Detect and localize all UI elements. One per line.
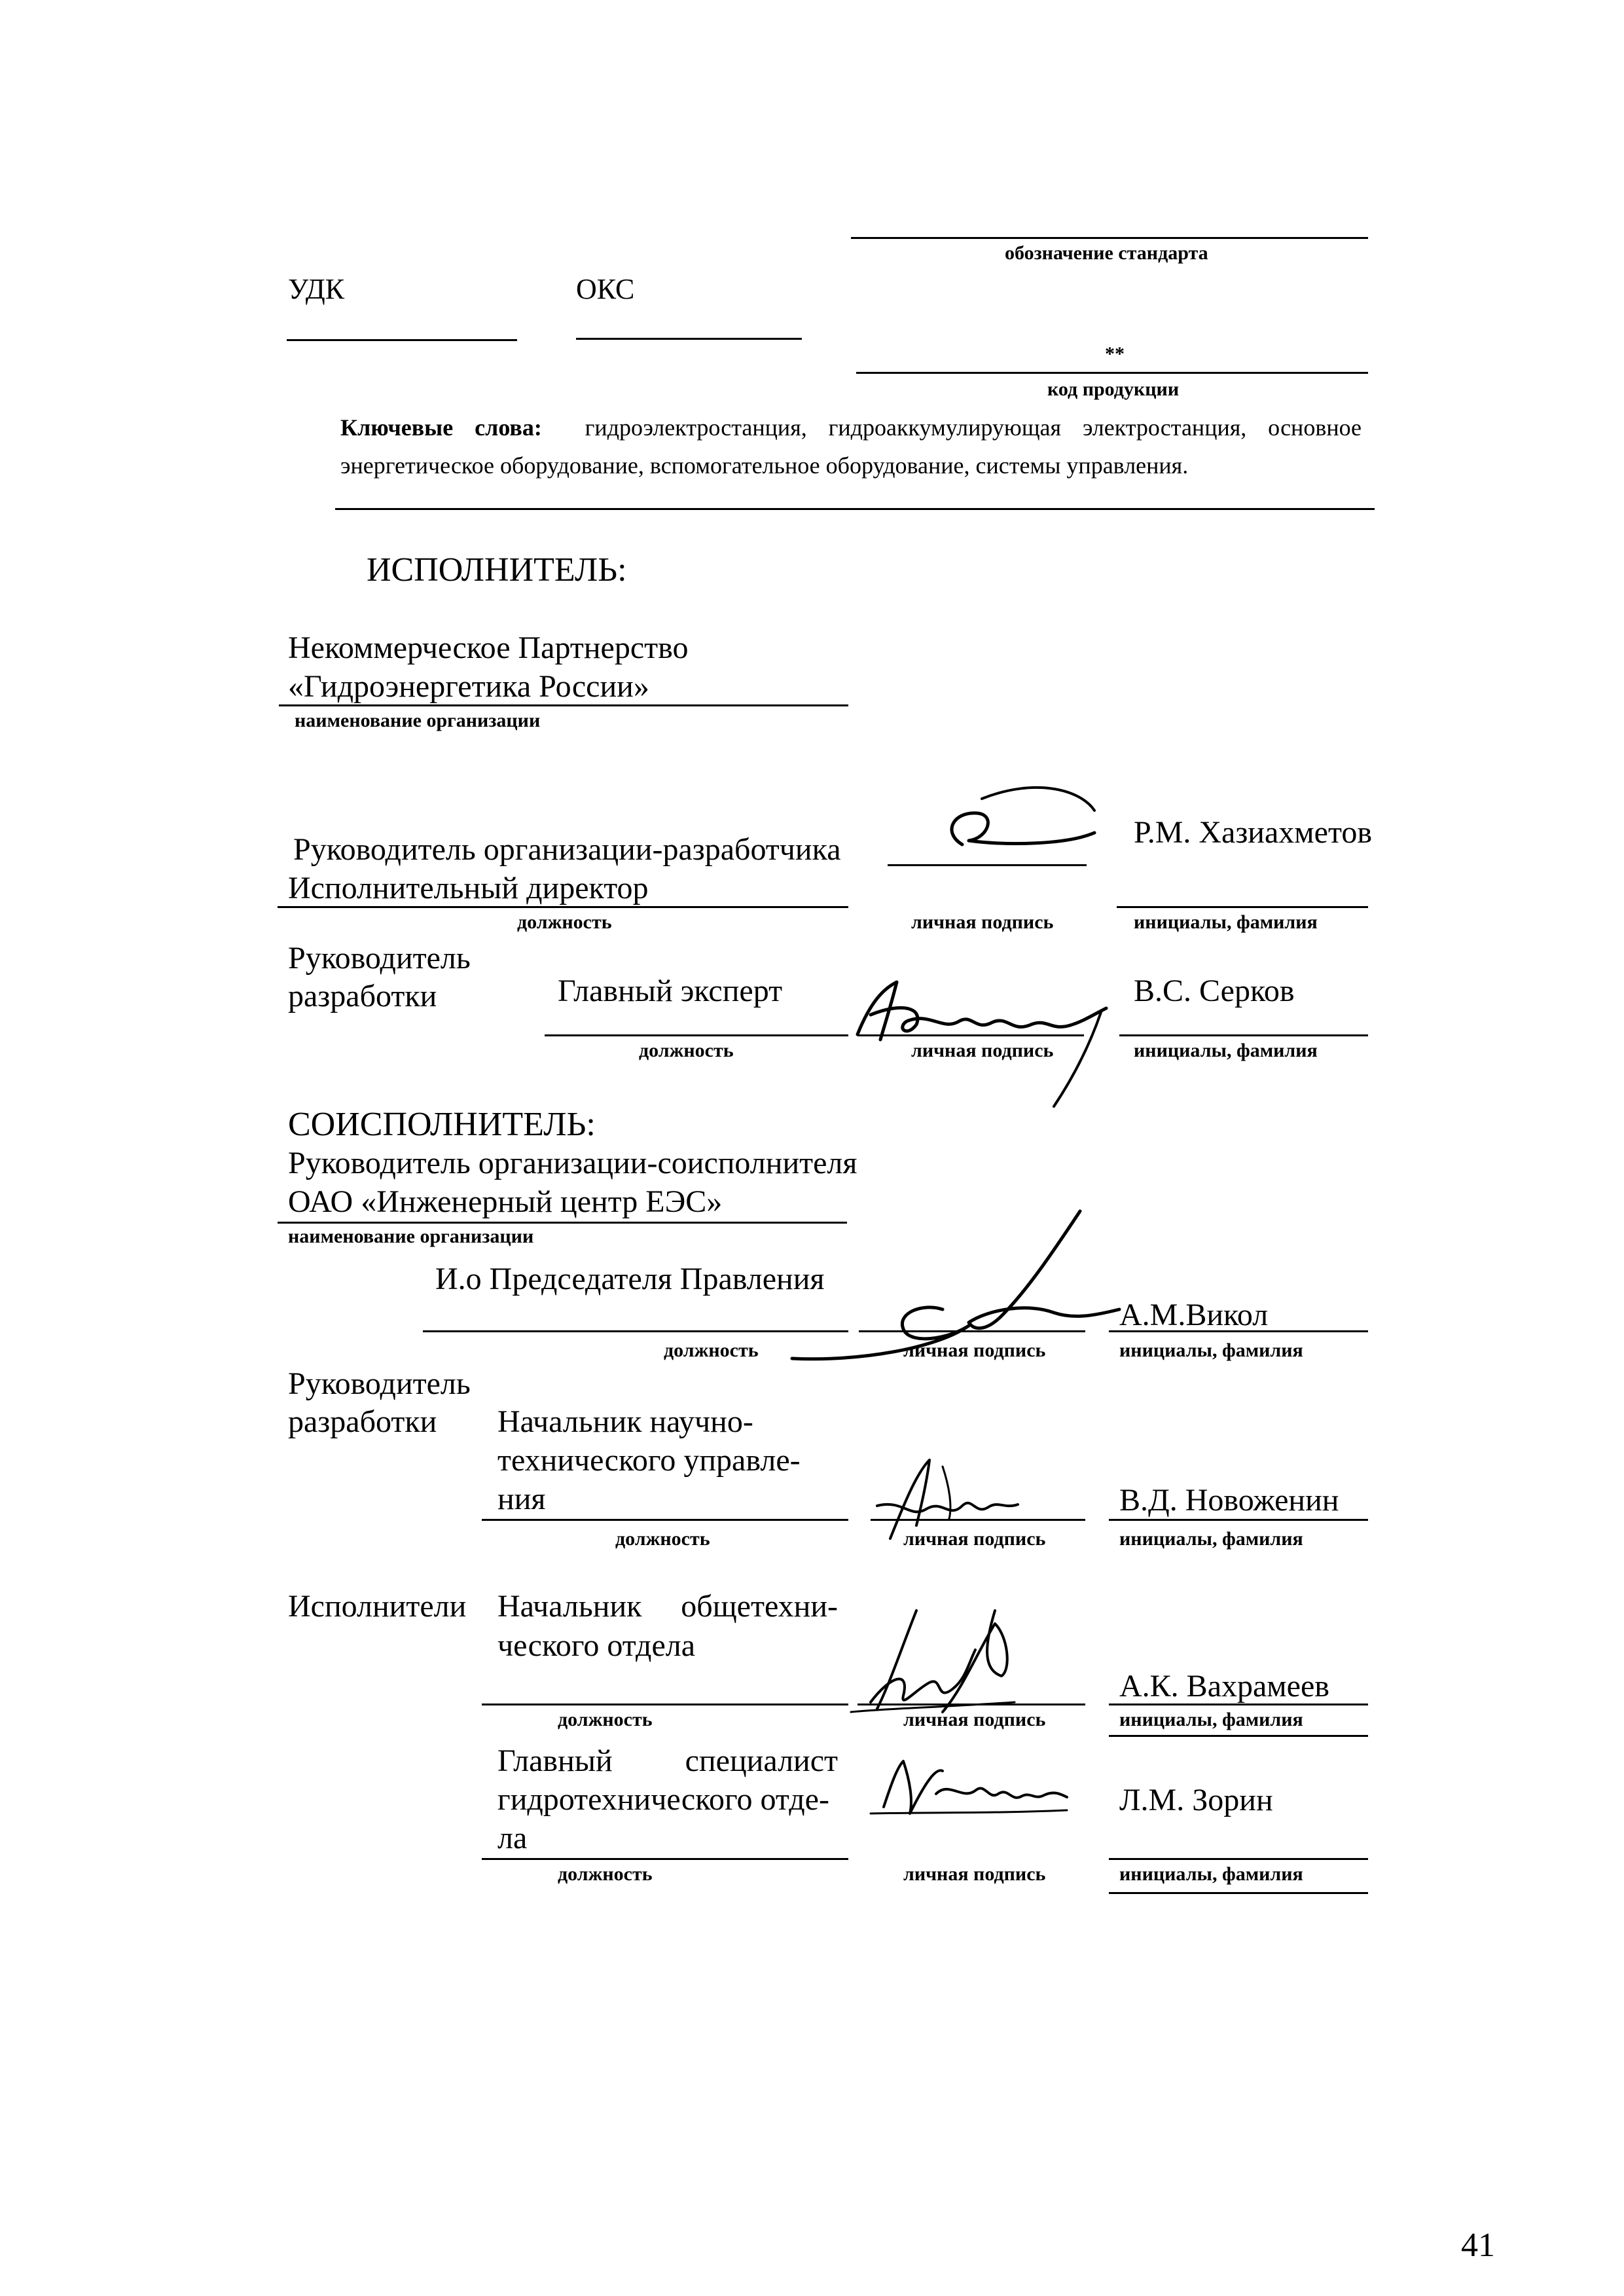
executor-dev-lead-label-2: разработки xyxy=(288,979,437,1013)
coexecutor-dev-lead-position-3: ния xyxy=(497,1482,546,1516)
performer2-position-2: гидротехнического отде- xyxy=(497,1782,829,1817)
performers-label: Исполнители xyxy=(288,1589,467,1624)
product-code-line xyxy=(856,372,1368,374)
executor-dev-lead-position-caption: должность xyxy=(639,1040,734,1061)
performer1-position-caption: должность xyxy=(558,1709,653,1730)
performer2-initials-underline xyxy=(1109,1892,1368,1894)
coexecutor-head-position-caption: должность xyxy=(664,1339,759,1361)
coexecutor-dev-lead-signature-line xyxy=(871,1519,1085,1521)
coexecutor-org-caption: наименование организации xyxy=(288,1226,534,1247)
coexecutor-head-signature-caption: личная подпись xyxy=(903,1339,1046,1361)
executor-dev-lead-initials-line xyxy=(1119,1034,1368,1036)
performer1-signature-caption: личная подпись xyxy=(903,1709,1046,1730)
executor-dev-lead-label-1: Руководитель xyxy=(288,941,471,975)
performer2-position-caption: должность xyxy=(558,1863,653,1885)
executor-head-position: Исполнительный директор xyxy=(288,871,649,905)
performer1-initials-caption: инициалы, фамилия xyxy=(1119,1709,1303,1730)
keywords-block xyxy=(340,409,1362,484)
coexecutor-heading: СОИСПОЛНИТЕЛЬ: xyxy=(288,1106,596,1143)
performer1-position-1: Начальник общетехни- xyxy=(497,1589,838,1624)
standard-designation-line xyxy=(851,237,1368,239)
performer2-name: Л.М. Зорин xyxy=(1119,1783,1273,1817)
performer1-position-line xyxy=(482,1704,848,1705)
signature-zorin xyxy=(864,1741,1074,1827)
executor-dev-lead-position-line xyxy=(545,1034,848,1036)
executor-dev-lead-signature-caption: личная подпись xyxy=(911,1040,1054,1061)
standard-designation-caption: обозначение стандарта xyxy=(1005,242,1208,264)
executor-dev-lead-name: В.С. Серков xyxy=(1134,974,1295,1008)
coexecutor-dev-lead-label-2: разработки xyxy=(288,1404,437,1439)
coexecutor-dev-lead-label-1: Руководитель xyxy=(288,1366,471,1401)
performer2-position-line xyxy=(482,1858,848,1860)
keywords-label: Ключевые слова: xyxy=(340,414,542,441)
coexecutor-head-role: Руководитель организации-соисполнителя xyxy=(288,1146,857,1180)
coexecutor-head-position-line xyxy=(423,1330,848,1332)
executor-dev-lead-position: Главный эксперт xyxy=(558,974,783,1008)
coexecutor-dev-lead-signature-caption: личная подпись xyxy=(903,1528,1046,1550)
coexecutor-dev-lead-initials-line xyxy=(1109,1519,1368,1521)
oks-value-line xyxy=(576,338,802,340)
performer2-signature-caption: личная подпись xyxy=(903,1863,1046,1885)
executor-dev-lead-signature-line xyxy=(857,1034,1084,1036)
coexecutor-dev-lead-position-caption: должность xyxy=(615,1528,710,1550)
executor-head-position-caption: должность xyxy=(517,911,612,933)
coexecutor-dev-lead-position-line xyxy=(482,1519,848,1521)
executor-org-caption: наименование организации xyxy=(295,710,541,731)
executor-head-role: Руководитель организации-разработчика xyxy=(293,832,841,867)
product-code-value: ** xyxy=(1105,343,1125,365)
page-number: 41 xyxy=(1461,2227,1495,2264)
executor-heading: ИСПОЛНИТЕЛЬ: xyxy=(367,551,627,589)
coexecutor-head-initials-caption: инициалы, фамилия xyxy=(1119,1339,1303,1361)
performer2-initials-caption: инициалы, фамилия xyxy=(1119,1863,1303,1885)
coexecutor-org-name: ОАО «Инженерный центр ЕЭС» xyxy=(288,1184,723,1219)
signature-serkov xyxy=(844,962,1152,1113)
oks-label: ОКС xyxy=(576,273,635,305)
performer2-position-1: Главный специалист xyxy=(497,1743,838,1778)
performer1-position-2: ческого отдела xyxy=(497,1628,696,1663)
coexecutor-dev-lead-name: В.Д. Новоженин xyxy=(1119,1483,1339,1518)
performer1-initials-underline xyxy=(1109,1735,1368,1737)
executor-dev-lead-initials-caption: инициалы, фамилия xyxy=(1134,1040,1318,1061)
coexecutor-dev-lead-position-2: технического управле- xyxy=(497,1443,801,1478)
executor-head-initials-caption: инициалы, фамилия xyxy=(1134,911,1318,933)
executor-org-line2: «Гидроэнергетика России» xyxy=(288,669,649,704)
product-code-caption: код продукции xyxy=(1047,378,1180,400)
performer1-initials-line xyxy=(1109,1704,1368,1705)
executor-org-line1: Некоммерческое Партнерство xyxy=(288,630,689,665)
executor-head-position-line xyxy=(278,906,848,908)
performer1-name: А.К. Вахрамеев xyxy=(1119,1669,1329,1704)
executor-head-signature-caption: личная подпись xyxy=(911,911,1054,933)
executor-head-signature-line xyxy=(888,864,1087,866)
coexecutor-org-line xyxy=(278,1222,847,1224)
keywords-underline xyxy=(335,508,1375,510)
coexecutor-dev-lead-position-1: Начальник научно- xyxy=(497,1404,753,1439)
coexecutor-dev-lead-initials-caption: инициалы, фамилия xyxy=(1119,1528,1303,1550)
signature-khaziakhmetov xyxy=(923,773,1146,864)
performer2-position-3: ла xyxy=(497,1821,528,1855)
udk-value-line xyxy=(287,339,517,341)
executor-org-line xyxy=(279,704,848,706)
executor-head-name: Р.М. Хазиахметов xyxy=(1134,815,1372,850)
keywords-text: гидроэлектростанция, гидроаккумулирующая электростанция, основное энергетическое оборудование, вспомогательное оборудование, системы управления. xyxy=(340,414,1362,479)
coexecutor-head-position: И.о Председателя Правления xyxy=(435,1262,825,1296)
udk-label: УДК xyxy=(288,273,345,305)
coexecutor-head-name: А.М.Викол xyxy=(1119,1298,1269,1332)
coexecutor-head-signature-line xyxy=(859,1330,1085,1332)
executor-head-initials-line xyxy=(1117,906,1368,908)
coexecutor-head-initials-line xyxy=(1109,1330,1368,1332)
performer1-signature-line xyxy=(857,1704,1085,1705)
performer2-initials-line xyxy=(1109,1858,1368,1860)
